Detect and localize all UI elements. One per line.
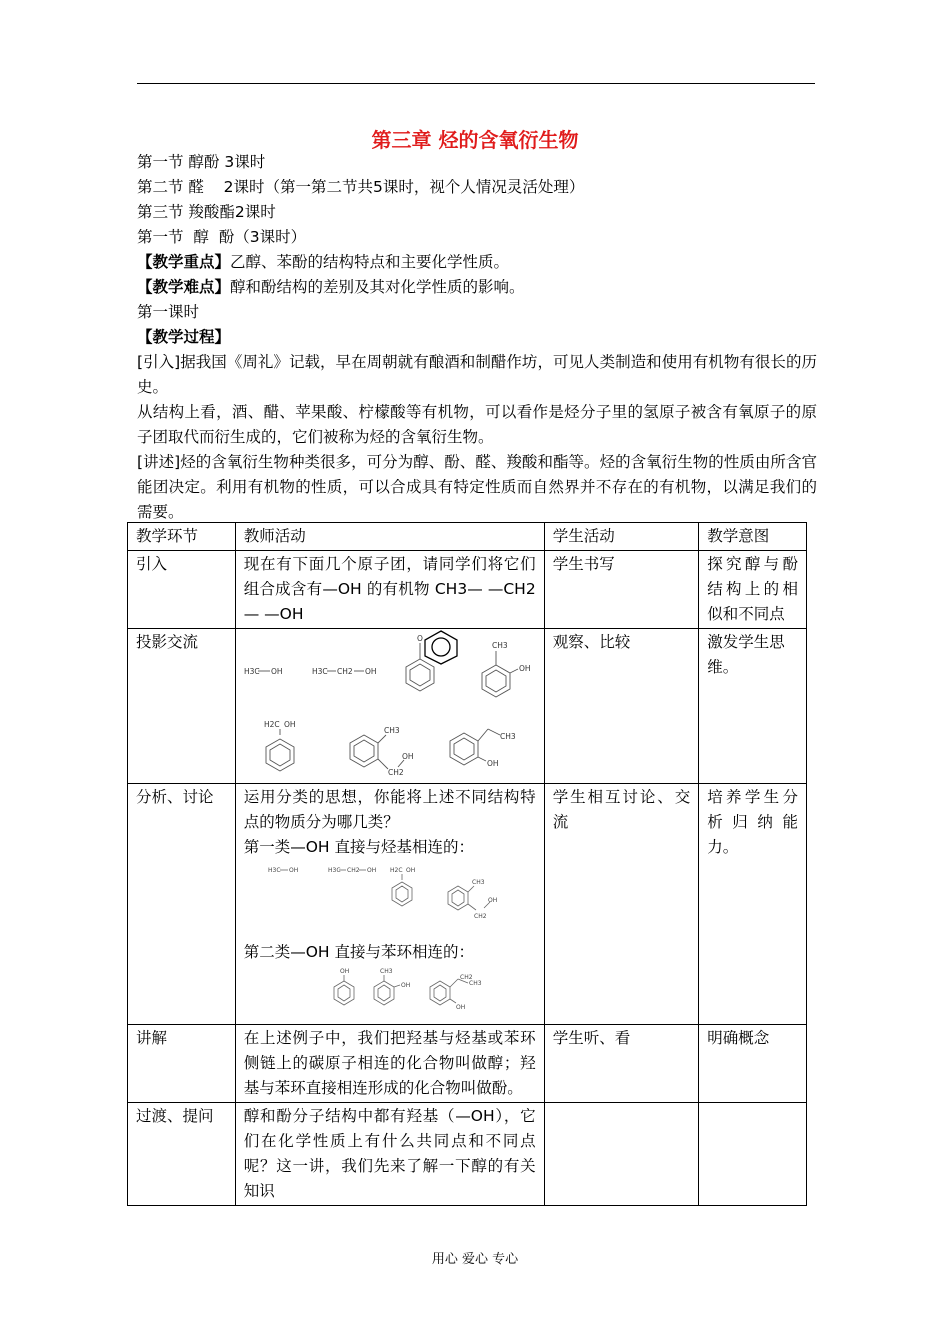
stage-cell: 过渡、提问 <box>128 1103 236 1206</box>
teacher-cell <box>235 784 544 1025</box>
difficulty-label: 【教学难点】 <box>137 278 231 296</box>
class1-structures <box>244 860 506 932</box>
class1-methylbenzyl-ch3: CH3 <box>471 879 485 886</box>
stage-cell: 讲解 <box>128 1025 236 1103</box>
section-heading: 第一节 醇 酚（3课时） <box>137 228 307 246</box>
table-row <box>128 629 807 784</box>
paragraph-structure: 从结构上看，酒、醋、苹果酸、柠檬酸等有机物，可以看作是烃分子里的氢原子被含有氧原子的原子团取代而衍生成的，它们被称为烃的含氧衍生物。 <box>137 403 817 446</box>
schedule-line-1: 第一节 醇酚 3课时 <box>137 153 266 171</box>
methanol-h3c: H3C <box>243 667 260 676</box>
student-cell <box>544 1103 699 1206</box>
table-row <box>128 551 807 629</box>
stage-cell: 分析、讨论 <box>128 784 236 1025</box>
class2-label: 第二类—OH 直接与苯环相连的： <box>243 943 475 961</box>
teacher-cell: 现在有下面几个原子团，请同学们将它们组合成含有—OH 的有机物 CH3— —CH2— —OH <box>235 551 544 629</box>
class2-phenol-oh: OH <box>339 968 349 975</box>
methanol-oh: OH <box>270 667 283 676</box>
ethanol-ch2: CH2 <box>336 667 353 676</box>
header-rule <box>137 83 815 84</box>
class2-ethylphenol-ch3: CH3 <box>468 980 482 987</box>
cresol-oh: OH <box>518 664 531 673</box>
page-footer: 用心 爱心 专心 <box>431 1252 519 1267</box>
focus-line <box>137 250 817 275</box>
intent-cell: 探究醇与酚结构上的相似和不同点 <box>699 551 807 629</box>
difficulty-text: 醇和酚结构的差别及其对化学性质的影响。 <box>230 278 525 296</box>
header-teacher: 教师活动 <box>235 523 544 551</box>
class2-cresol-ch3: CH3 <box>379 968 393 975</box>
class2-ethylphenol-oh: OH <box>455 1004 465 1011</box>
teacher-cell: 醇和酚分子结构中都有羟基（—OH），它们在化学性质上有什么共同点和不同点呢？这一讲，我们先来了解一下醇的有关知识 <box>235 1103 544 1206</box>
class1-label: 第一类—OH 直接与烃基相连的： <box>243 838 475 856</box>
structures-projection <box>236 629 536 775</box>
cresol-ch3: CH3 <box>491 641 508 650</box>
class1-ethanol-ch2: CH2 <box>346 867 360 874</box>
class2-cresol-oh: OH <box>400 982 410 989</box>
classify-question: 运用分类的思想，你能将上述不同结构特点的物质分为哪几类？ <box>243 788 536 831</box>
intent-cell: 激发学生思维。 <box>699 629 807 784</box>
table-row <box>128 1025 807 1103</box>
document-body <box>137 150 817 525</box>
class1-ethanol-h3c: H3C <box>327 867 341 874</box>
class2-ethylphenol-ch2: CH2 <box>459 974 473 981</box>
intent-cell: 明确概念 <box>699 1025 807 1103</box>
phenol-o: O <box>416 634 423 643</box>
ethanol-oh: OH <box>364 667 377 676</box>
stage-cell: 投影交流 <box>128 629 236 784</box>
focus-label: 【教学重点】 <box>137 253 231 271</box>
process-label: 【教学过程】 <box>137 328 231 346</box>
class2-structures <box>244 965 506 1015</box>
ethanol-h3c: H3C <box>311 667 328 676</box>
header-stage: 教学环节 <box>128 523 236 551</box>
class1-methylbenzyl-oh: OH <box>487 897 497 904</box>
methylbenzyl-oh: OH <box>401 752 414 761</box>
table-header-row <box>128 523 807 551</box>
methylbenzyl-ch3: CH3 <box>383 726 400 735</box>
header-intent: 教学意图 <box>699 523 807 551</box>
student-cell: 学生相互讨论、交流 <box>544 784 699 1025</box>
header-student: 学生活动 <box>544 523 699 551</box>
intent-cell: 培养学生分析归纳能力。 <box>699 784 807 1025</box>
ethylphenol-ch3: CH3 <box>499 732 516 741</box>
difficulty-line <box>137 275 817 300</box>
stage-cell: 引入 <box>128 551 236 629</box>
class1-methanol-oh: OH <box>288 867 298 874</box>
paragraph-lecture: [讲述]烃的含氧衍生物种类很多，可分为醇、酚、醛、羧酸和酯等。烃的含氧衍生物的性质由所含官能团决定。利用有机物的性质，可以合成具有特定性质而自然界并不存在的有机物，以满足我们的需要。 <box>137 453 817 521</box>
benzyl-h2c: H2C <box>263 720 280 729</box>
class1-methylbenzyl-ch2: CH2 <box>473 913 487 920</box>
table-row <box>128 1103 807 1206</box>
benzyl-oh: OH <box>283 720 296 729</box>
intent-cell <box>699 1103 807 1206</box>
student-cell: 学生书写 <box>544 551 699 629</box>
class1-ethanol-oh: OH <box>366 867 376 874</box>
student-cell: 学生听、看 <box>544 1025 699 1103</box>
ethylphenol-oh: OH <box>486 759 499 768</box>
teacher-cell: 在上述例子中，我们把羟基与烃基或苯环侧链上的碳原子相连的化合物叫做醇；羟基与苯环直接相连形成的化合物叫做酚。 <box>235 1025 544 1103</box>
teacher-cell <box>235 629 544 784</box>
table-row <box>128 784 807 1025</box>
page-title: 第三章 烃的含氧衍生物 <box>371 128 579 152</box>
focus-text: 乙醇、苯酚的结构特点和主要化学性质。 <box>230 253 510 271</box>
student-cell: 观察、比较 <box>544 629 699 784</box>
paragraph-intro: [引入]据我国《周礼》记载，早在周朝就有酿酒和制醋作坊，可见人类制造和使用有机物有很长的历史。 <box>137 353 817 396</box>
methylbenzyl-ch2: CH2 <box>387 768 404 775</box>
class1-benzyl-h2c: H2C <box>389 867 403 874</box>
schedule-line-2: 第二节 醛 2课时（第一第二节共5课时，视个人情况灵活处理） <box>137 178 585 196</box>
class1-methanol-h3c: H3C <box>267 867 281 874</box>
lesson-label: 第一课时 <box>137 303 200 321</box>
schedule-line-3: 第三节 羧酸酯2课时 <box>137 203 276 221</box>
class1-benzyl-oh: OH <box>405 867 415 874</box>
lesson-table <box>127 522 807 1206</box>
